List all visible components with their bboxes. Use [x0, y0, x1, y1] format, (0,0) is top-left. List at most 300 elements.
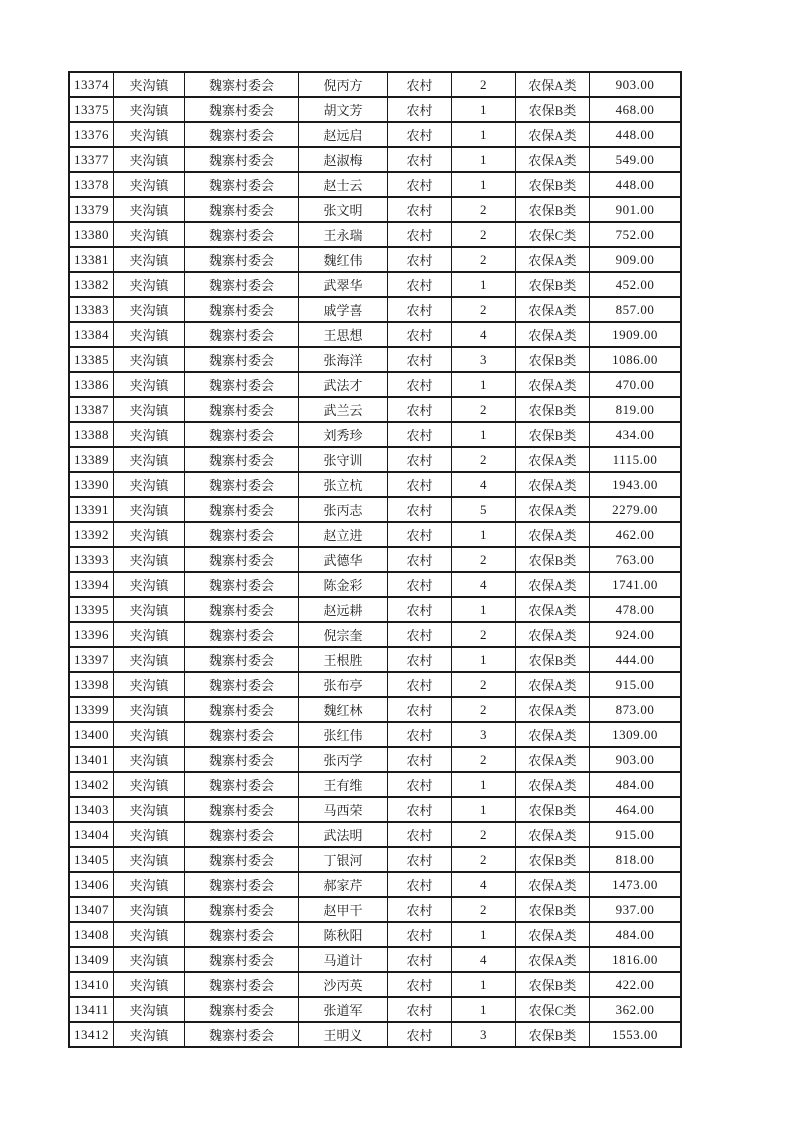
table-row [69, 222, 681, 247]
cell-residence-type: 农村 [388, 347, 452, 372]
cell-residence-type: 农村 [388, 422, 452, 447]
cell-residence-type: 农村 [388, 372, 452, 397]
cell-residence-type: 农村 [388, 497, 452, 522]
table-row [69, 872, 681, 897]
cell-town: 夹沟镇 [114, 197, 185, 222]
cell-village-committee: 魏寨村委会 [185, 422, 299, 447]
cell-town: 夹沟镇 [114, 522, 185, 547]
cell-village-committee: 魏寨村委会 [185, 797, 299, 822]
cell-village-committee: 魏寨村委会 [185, 247, 299, 272]
cell-residence-type: 农村 [388, 847, 452, 872]
table-row [69, 447, 681, 472]
cell-residence-type: 农村 [388, 172, 452, 197]
cell-residence-type: 农村 [388, 247, 452, 272]
table-row [69, 622, 681, 647]
table-row [69, 197, 681, 222]
cell-insurance-category: 农保B类 [516, 422, 590, 447]
cell-village-committee: 魏寨村委会 [185, 472, 299, 497]
table-row [69, 922, 681, 947]
table-row [69, 547, 681, 572]
cell-residence-type: 农村 [388, 997, 452, 1022]
cell-person-name: 王永瑞 [299, 222, 388, 247]
cell-amount: 857.00 [590, 297, 682, 322]
cell-residence-type: 农村 [388, 872, 452, 897]
table-row [69, 297, 681, 322]
cell-village-committee: 魏寨村委会 [185, 447, 299, 472]
cell-village-committee: 魏寨村委会 [185, 197, 299, 222]
cell-village-committee: 魏寨村委会 [185, 347, 299, 372]
cell-amount: 763.00 [590, 547, 682, 572]
cell-town: 夹沟镇 [114, 672, 185, 697]
cell-insurance-category: 农保A类 [516, 672, 590, 697]
table-row [69, 147, 681, 172]
cell-village-committee: 魏寨村委会 [185, 622, 299, 647]
cell-serial-number: 13402 [69, 772, 114, 797]
cell-village-committee: 魏寨村委会 [185, 1022, 299, 1047]
cell-serial-number: 13396 [69, 622, 114, 647]
cell-person-count: 1 [452, 147, 516, 172]
cell-person-name: 赵甲干 [299, 897, 388, 922]
cell-amount: 434.00 [590, 422, 682, 447]
table-row [69, 647, 681, 672]
cell-person-count: 1 [452, 372, 516, 397]
cell-person-name: 武法明 [299, 822, 388, 847]
cell-serial-number: 13386 [69, 372, 114, 397]
cell-person-count: 1 [452, 772, 516, 797]
cell-person-count: 5 [452, 497, 516, 522]
cell-amount: 444.00 [590, 647, 682, 672]
cell-town: 夹沟镇 [114, 597, 185, 622]
cell-village-committee: 魏寨村委会 [185, 272, 299, 297]
cell-insurance-category: 农保C类 [516, 222, 590, 247]
cell-residence-type: 农村 [388, 197, 452, 222]
cell-residence-type: 农村 [388, 722, 452, 747]
cell-town: 夹沟镇 [114, 222, 185, 247]
cell-village-committee: 魏寨村委会 [185, 572, 299, 597]
cell-residence-type: 农村 [388, 797, 452, 822]
cell-amount: 901.00 [590, 197, 682, 222]
cell-village-committee: 魏寨村委会 [185, 947, 299, 972]
cell-person-count: 2 [452, 697, 516, 722]
cell-amount: 903.00 [590, 72, 682, 97]
cell-town: 夹沟镇 [114, 97, 185, 122]
table-row [69, 372, 681, 397]
cell-town: 夹沟镇 [114, 1022, 185, 1047]
cell-town: 夹沟镇 [114, 997, 185, 1022]
cell-person-count: 2 [452, 397, 516, 422]
cell-amount: 1473.00 [590, 872, 682, 897]
cell-village-committee: 魏寨村委会 [185, 172, 299, 197]
cell-residence-type: 农村 [388, 522, 452, 547]
cell-person-count: 3 [452, 347, 516, 372]
cell-amount: 1086.00 [590, 347, 682, 372]
cell-insurance-category: 农保A类 [516, 747, 590, 772]
table-row [69, 797, 681, 822]
cell-insurance-category: 农保A类 [516, 722, 590, 747]
cell-serial-number: 13379 [69, 197, 114, 222]
cell-town: 夹沟镇 [114, 347, 185, 372]
cell-town: 夹沟镇 [114, 497, 185, 522]
cell-insurance-category: 农保A类 [516, 147, 590, 172]
cell-village-committee: 魏寨村委会 [185, 547, 299, 572]
cell-amount: 818.00 [590, 847, 682, 872]
cell-town: 夹沟镇 [114, 697, 185, 722]
cell-person-count: 2 [452, 847, 516, 872]
cell-town: 夹沟镇 [114, 472, 185, 497]
cell-serial-number: 13411 [69, 997, 114, 1022]
cell-insurance-category: 农保A类 [516, 522, 590, 547]
table-row [69, 672, 681, 697]
cell-person-name: 陈金彩 [299, 572, 388, 597]
cell-serial-number: 13393 [69, 547, 114, 572]
cell-person-name: 张文明 [299, 197, 388, 222]
cell-insurance-category: 农保A类 [516, 697, 590, 722]
cell-village-committee: 魏寨村委会 [185, 722, 299, 747]
cell-serial-number: 13398 [69, 672, 114, 697]
table-row [69, 972, 681, 997]
cell-amount: 452.00 [590, 272, 682, 297]
cell-residence-type: 农村 [388, 747, 452, 772]
cell-residence-type: 农村 [388, 947, 452, 972]
table-row [69, 597, 681, 622]
table-row [69, 947, 681, 972]
cell-person-name: 张立杭 [299, 472, 388, 497]
table-row [69, 72, 681, 97]
cell-residence-type: 农村 [388, 472, 452, 497]
cell-residence-type: 农村 [388, 597, 452, 622]
cell-insurance-category: 农保B类 [516, 847, 590, 872]
cell-town: 夹沟镇 [114, 797, 185, 822]
cell-person-name: 刘秀珍 [299, 422, 388, 447]
cell-amount: 448.00 [590, 172, 682, 197]
cell-person-name: 武兰云 [299, 397, 388, 422]
cell-person-name: 胡文芳 [299, 97, 388, 122]
cell-town: 夹沟镇 [114, 772, 185, 797]
cell-person-name: 张红伟 [299, 722, 388, 747]
cell-serial-number: 13385 [69, 347, 114, 372]
cell-village-committee: 魏寨村委会 [185, 672, 299, 697]
cell-person-count: 1 [452, 122, 516, 147]
cell-person-count: 1 [452, 647, 516, 672]
cell-person-count: 2 [452, 897, 516, 922]
cell-town: 夹沟镇 [114, 947, 185, 972]
cell-insurance-category: 农保A类 [516, 922, 590, 947]
cell-town: 夹沟镇 [114, 122, 185, 147]
cell-village-committee: 魏寨村委会 [185, 322, 299, 347]
cell-serial-number: 13404 [69, 822, 114, 847]
cell-insurance-category: 农保A类 [516, 447, 590, 472]
cell-residence-type: 农村 [388, 447, 452, 472]
cell-residence-type: 农村 [388, 772, 452, 797]
cell-insurance-category: 农保B类 [516, 397, 590, 422]
cell-village-committee: 魏寨村委会 [185, 147, 299, 172]
cell-amount: 1816.00 [590, 947, 682, 972]
cell-person-name: 张海洋 [299, 347, 388, 372]
cell-serial-number: 13374 [69, 72, 114, 97]
cell-person-name: 倪宗奎 [299, 622, 388, 647]
cell-town: 夹沟镇 [114, 397, 185, 422]
cell-serial-number: 13390 [69, 472, 114, 497]
table-row [69, 722, 681, 747]
cell-town: 夹沟镇 [114, 547, 185, 572]
cell-serial-number: 13397 [69, 647, 114, 672]
cell-serial-number: 13410 [69, 972, 114, 997]
cell-residence-type: 农村 [388, 547, 452, 572]
cell-village-committee: 魏寨村委会 [185, 397, 299, 422]
cell-insurance-category: 农保A类 [516, 322, 590, 347]
cell-serial-number: 13378 [69, 172, 114, 197]
cell-village-committee: 魏寨村委会 [185, 72, 299, 97]
cell-serial-number: 13388 [69, 422, 114, 447]
cell-village-committee: 魏寨村委会 [185, 697, 299, 722]
table-row [69, 772, 681, 797]
cell-serial-number: 13395 [69, 597, 114, 622]
cell-person-name: 沙丙英 [299, 972, 388, 997]
cell-insurance-category: 农保B类 [516, 547, 590, 572]
cell-serial-number: 13400 [69, 722, 114, 747]
cell-person-name: 赵远耕 [299, 597, 388, 622]
cell-town: 夹沟镇 [114, 272, 185, 297]
cell-town: 夹沟镇 [114, 847, 185, 872]
cell-person-count: 1 [452, 797, 516, 822]
cell-town: 夹沟镇 [114, 747, 185, 772]
cell-person-count: 4 [452, 572, 516, 597]
cell-person-count: 2 [452, 197, 516, 222]
cell-residence-type: 农村 [388, 572, 452, 597]
cell-insurance-category: 农保A类 [516, 597, 590, 622]
cell-person-name: 王思想 [299, 322, 388, 347]
cell-village-committee: 魏寨村委会 [185, 297, 299, 322]
cell-person-name: 赵淑梅 [299, 147, 388, 172]
cell-insurance-category: 农保B类 [516, 347, 590, 372]
table-row [69, 422, 681, 447]
cell-town: 夹沟镇 [114, 722, 185, 747]
cell-serial-number: 13405 [69, 847, 114, 872]
cell-insurance-category: 农保A类 [516, 572, 590, 597]
cell-person-count: 1 [452, 97, 516, 122]
cell-town: 夹沟镇 [114, 972, 185, 997]
cell-town: 夹沟镇 [114, 922, 185, 947]
cell-serial-number: 13389 [69, 447, 114, 472]
cell-residence-type: 农村 [388, 397, 452, 422]
cell-insurance-category: 农保A类 [516, 947, 590, 972]
cell-person-name: 赵远启 [299, 122, 388, 147]
cell-serial-number: 13394 [69, 572, 114, 597]
cell-residence-type: 农村 [388, 272, 452, 297]
cell-serial-number: 13382 [69, 272, 114, 297]
cell-person-name: 张布亭 [299, 672, 388, 697]
cell-amount: 752.00 [590, 222, 682, 247]
cell-insurance-category: 农保A类 [516, 122, 590, 147]
cell-insurance-category: 农保A类 [516, 72, 590, 97]
cell-serial-number: 13408 [69, 922, 114, 947]
cell-person-count: 2 [452, 447, 516, 472]
cell-amount: 2279.00 [590, 497, 682, 522]
cell-person-count: 3 [452, 722, 516, 747]
cell-insurance-category: 农保A类 [516, 872, 590, 897]
cell-insurance-category: 农保B类 [516, 897, 590, 922]
cell-insurance-category: 农保B类 [516, 97, 590, 122]
cell-residence-type: 农村 [388, 122, 452, 147]
table-row [69, 747, 681, 772]
table-row [69, 497, 681, 522]
cell-amount: 1741.00 [590, 572, 682, 597]
cell-person-name: 赵士云 [299, 172, 388, 197]
cell-village-committee: 魏寨村委会 [185, 822, 299, 847]
cell-person-name: 魏红林 [299, 697, 388, 722]
table-row [69, 522, 681, 547]
cell-village-committee: 魏寨村委会 [185, 997, 299, 1022]
cell-residence-type: 农村 [388, 222, 452, 247]
cell-person-count: 2 [452, 822, 516, 847]
table-row [69, 247, 681, 272]
cell-insurance-category: 农保A类 [516, 622, 590, 647]
cell-insurance-category: 农保A类 [516, 497, 590, 522]
cell-town: 夹沟镇 [114, 247, 185, 272]
cell-town: 夹沟镇 [114, 72, 185, 97]
cell-residence-type: 农村 [388, 897, 452, 922]
cell-serial-number: 13380 [69, 222, 114, 247]
cell-insurance-category: 农保B类 [516, 1022, 590, 1047]
cell-person-count: 1 [452, 422, 516, 447]
cell-residence-type: 农村 [388, 322, 452, 347]
cell-village-committee: 魏寨村委会 [185, 847, 299, 872]
cell-residence-type: 农村 [388, 622, 452, 647]
cell-serial-number: 13376 [69, 122, 114, 147]
cell-village-committee: 魏寨村委会 [185, 972, 299, 997]
cell-residence-type: 农村 [388, 922, 452, 947]
cell-amount: 549.00 [590, 147, 682, 172]
cell-serial-number: 13399 [69, 697, 114, 722]
cell-insurance-category: 农保B类 [516, 972, 590, 997]
cell-town: 夹沟镇 [114, 572, 185, 597]
cell-amount: 362.00 [590, 997, 682, 1022]
cell-village-committee: 魏寨村委会 [185, 872, 299, 897]
cell-insurance-category: 农保C类 [516, 997, 590, 1022]
cell-person-name: 魏红伟 [299, 247, 388, 272]
cell-town: 夹沟镇 [114, 647, 185, 672]
cell-person-name: 张道军 [299, 997, 388, 1022]
cell-person-name: 武翠华 [299, 272, 388, 297]
cell-town: 夹沟镇 [114, 447, 185, 472]
cell-amount: 1553.00 [590, 1022, 682, 1047]
cell-person-count: 4 [452, 872, 516, 897]
cell-person-count: 2 [452, 297, 516, 322]
cell-serial-number: 13406 [69, 872, 114, 897]
cell-amount: 484.00 [590, 772, 682, 797]
cell-amount: 468.00 [590, 97, 682, 122]
cell-person-name: 张丙志 [299, 497, 388, 522]
cell-amount: 937.00 [590, 897, 682, 922]
cell-person-name: 武法才 [299, 372, 388, 397]
cell-town: 夹沟镇 [114, 172, 185, 197]
cell-town: 夹沟镇 [114, 822, 185, 847]
cell-amount: 478.00 [590, 597, 682, 622]
table-row [69, 822, 681, 847]
table-row [69, 897, 681, 922]
cell-person-count: 1 [452, 172, 516, 197]
cell-village-committee: 魏寨村委会 [185, 97, 299, 122]
cell-town: 夹沟镇 [114, 872, 185, 897]
cell-amount: 924.00 [590, 622, 682, 647]
cell-person-count: 2 [452, 72, 516, 97]
cell-person-name: 马西荣 [299, 797, 388, 822]
cell-insurance-category: 农保A类 [516, 822, 590, 847]
table-row [69, 1022, 681, 1047]
cell-village-committee: 魏寨村委会 [185, 772, 299, 797]
cell-amount: 448.00 [590, 122, 682, 147]
cell-town: 夹沟镇 [114, 147, 185, 172]
cell-serial-number: 13381 [69, 247, 114, 272]
cell-amount: 462.00 [590, 522, 682, 547]
cell-amount: 819.00 [590, 397, 682, 422]
cell-serial-number: 13401 [69, 747, 114, 772]
table-row [69, 97, 681, 122]
cell-insurance-category: 农保A类 [516, 247, 590, 272]
cell-residence-type: 农村 [388, 822, 452, 847]
cell-amount: 422.00 [590, 972, 682, 997]
cell-person-name: 王明义 [299, 1022, 388, 1047]
cell-insurance-category: 农保A类 [516, 372, 590, 397]
cell-serial-number: 13384 [69, 322, 114, 347]
cell-person-count: 4 [452, 472, 516, 497]
cell-town: 夹沟镇 [114, 322, 185, 347]
cell-insurance-category: 农保B类 [516, 172, 590, 197]
cell-serial-number: 13375 [69, 97, 114, 122]
cell-village-committee: 魏寨村委会 [185, 122, 299, 147]
cell-residence-type: 农村 [388, 1022, 452, 1047]
cell-person-name: 武德华 [299, 547, 388, 572]
cell-amount: 915.00 [590, 672, 682, 697]
cell-amount: 873.00 [590, 697, 682, 722]
cell-insurance-category: 农保A类 [516, 472, 590, 497]
cell-person-count: 1 [452, 997, 516, 1022]
cell-village-committee: 魏寨村委会 [185, 897, 299, 922]
cell-village-committee: 魏寨村委会 [185, 372, 299, 397]
cell-serial-number: 13403 [69, 797, 114, 822]
cell-serial-number: 13407 [69, 897, 114, 922]
table-row [69, 272, 681, 297]
cell-town: 夹沟镇 [114, 422, 185, 447]
cell-residence-type: 农村 [388, 672, 452, 697]
cell-serial-number: 13377 [69, 147, 114, 172]
cell-town: 夹沟镇 [114, 622, 185, 647]
table-body [69, 72, 681, 1047]
table-row [69, 322, 681, 347]
cell-residence-type: 农村 [388, 297, 452, 322]
cell-amount: 1309.00 [590, 722, 682, 747]
cell-amount: 1115.00 [590, 447, 682, 472]
cell-town: 夹沟镇 [114, 297, 185, 322]
cell-person-name: 马道计 [299, 947, 388, 972]
table-row [69, 997, 681, 1022]
cell-insurance-category: 农保A类 [516, 772, 590, 797]
cell-person-name: 张丙学 [299, 747, 388, 772]
cell-person-name: 丁银河 [299, 847, 388, 872]
cell-amount: 470.00 [590, 372, 682, 397]
cell-person-name: 王有维 [299, 772, 388, 797]
cell-person-count: 2 [452, 747, 516, 772]
table-row [69, 697, 681, 722]
table-row [69, 847, 681, 872]
cell-insurance-category: 农保B类 [516, 797, 590, 822]
cell-serial-number: 13391 [69, 497, 114, 522]
cell-person-count: 1 [452, 972, 516, 997]
cell-person-count: 2 [452, 672, 516, 697]
cell-village-committee: 魏寨村委会 [185, 747, 299, 772]
cell-serial-number: 13392 [69, 522, 114, 547]
cell-person-count: 2 [452, 622, 516, 647]
